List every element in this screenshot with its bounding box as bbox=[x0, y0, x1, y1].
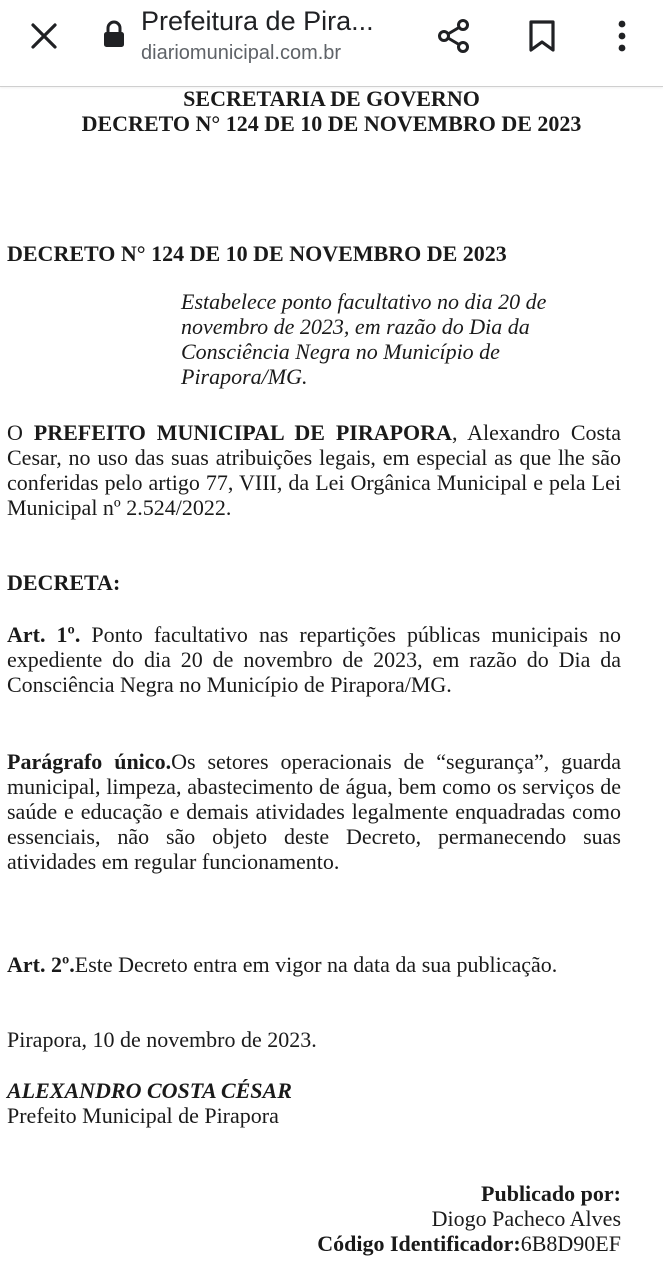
share-icon bbox=[436, 18, 472, 54]
bookmark-button[interactable] bbox=[518, 12, 566, 60]
share-button[interactable] bbox=[430, 12, 478, 60]
close-icon bbox=[30, 22, 58, 50]
more-options-button[interactable] bbox=[598, 12, 646, 60]
document-header bbox=[0, 86, 663, 136]
article-2 bbox=[7, 952, 621, 977]
publication-info bbox=[317, 1181, 621, 1256]
header-secretaria: SECRETARIA DE GOVERNO bbox=[183, 86, 480, 111]
intro-prefix: O bbox=[7, 420, 34, 445]
lock-icon bbox=[103, 20, 125, 48]
decree-summary: Estabelece ponto facultativo no dia 20 de novembro de 2023, em razão do Dia da Consciência Negra no Município de Pirapora/MG. bbox=[181, 289, 547, 389]
paragrafo-unico-label: Parágrafo único. bbox=[7, 749, 172, 774]
paragrafo-unico-text: Os setores operacionais de “segurança”, guarda municipal, limpeza, abastecimento de água, bem como os serviços de saúde e educação e demais atividades legalmente enquadradas como essenciais, não são objeto deste Decreto, permanecendo suas atividades em regular funcionamento. bbox=[7, 749, 621, 874]
signature-name: ALEXANDRO COSTA CÉSAR bbox=[7, 1078, 292, 1103]
decree-title: DECRETO N° 124 DE 10 DE NOVEMBRO DE 2023 bbox=[7, 241, 507, 266]
signature-role: Prefeito Municipal de Pirapora bbox=[7, 1103, 279, 1128]
page-title: Prefeitura de Pira... bbox=[141, 6, 374, 36]
page-url: diariomunicipal.com.br bbox=[141, 42, 342, 64]
decreta-heading: DECRETA: bbox=[7, 570, 121, 595]
browser-toolbar bbox=[0, 0, 663, 87]
place-and-date: Pirapora, 10 de novembro de 2023. bbox=[7, 1027, 317, 1052]
identifier-line bbox=[317, 1231, 621, 1256]
close-button[interactable] bbox=[22, 14, 66, 58]
intro-rest: , Alexandro Costa Cesar, no uso das suas atribuições legais, em especial as que lhe são conferidas pelo artigo 77, VIII, da Lei Orgânica Municipal e pela Lei Municipal nº 2.524/2022. bbox=[7, 420, 621, 520]
paragrafo-unico bbox=[7, 749, 621, 874]
bookmark-icon bbox=[527, 19, 557, 53]
article-2-label: Art. 2º. bbox=[7, 952, 75, 977]
identifier-label: Código Identificador: bbox=[317, 1231, 521, 1256]
article-1-text: Ponto facultativo nas repartições públicas municipais no expediente do dia 20 de novembro de 2023, em razão do Dia da Consciência Negra no Município de Pirapora/MG. bbox=[7, 622, 621, 697]
intro-paragraph bbox=[7, 420, 621, 520]
intro-bold: PREFEITO MUNICIPAL DE PIRAPORA bbox=[33, 420, 452, 445]
published-by-label: Publicado por: bbox=[481, 1181, 621, 1206]
article-1-label: Art. 1º. bbox=[7, 622, 81, 647]
publisher-name: Diogo Pacheco Alves bbox=[431, 1206, 621, 1231]
article-1 bbox=[7, 622, 621, 697]
page-title-block[interactable] bbox=[141, 4, 411, 66]
header-decree-number: DECRETO N° 124 DE 10 DE NOVEMBRO DE 2023 bbox=[81, 111, 582, 136]
identifier-code: 6B8D90EF bbox=[520, 1231, 621, 1256]
more-vert-icon bbox=[616, 18, 628, 54]
article-2-text: Este Decreto entra em vigor na data da sua publicação. bbox=[74, 952, 558, 977]
document-page bbox=[0, 86, 663, 1256]
